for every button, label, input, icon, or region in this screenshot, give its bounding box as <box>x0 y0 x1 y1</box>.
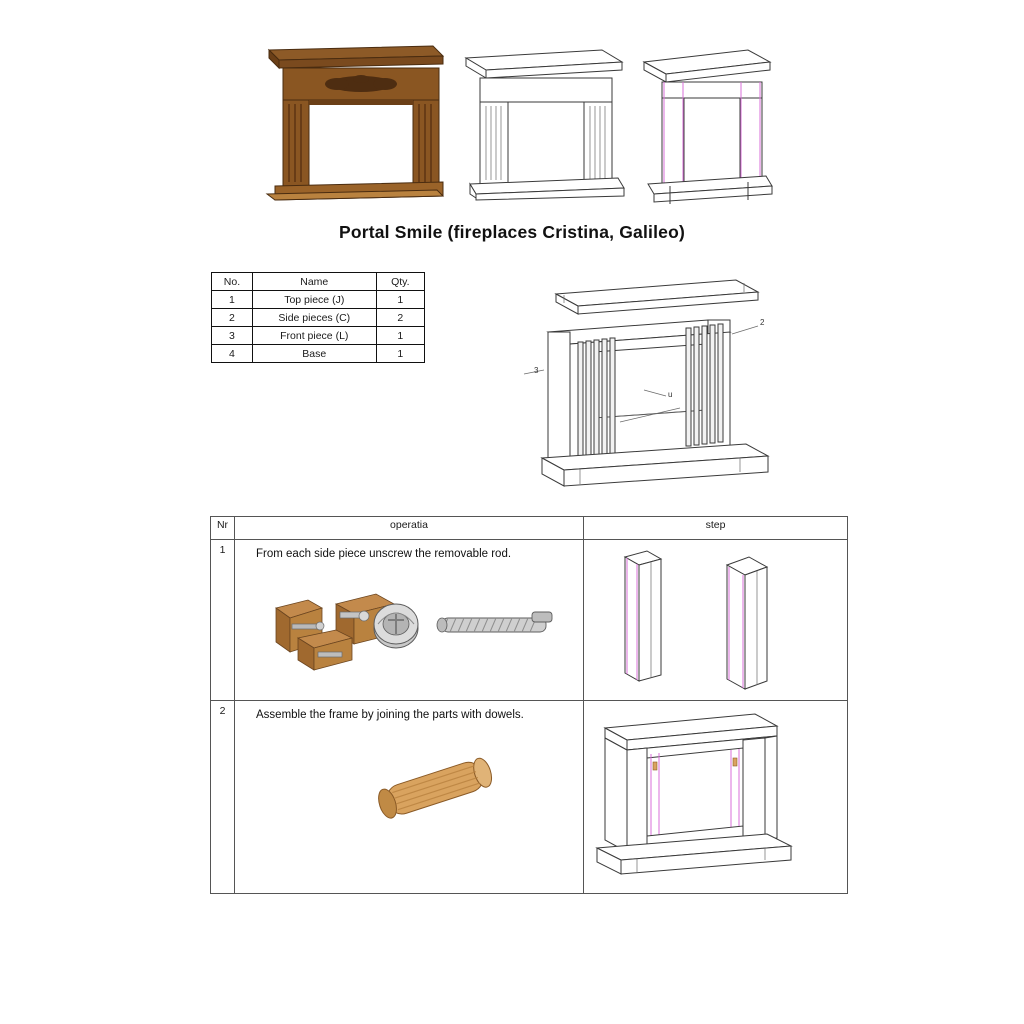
wooden-dowel-figure <box>236 721 582 873</box>
step-number: 1 <box>211 540 235 701</box>
part-no: 3 <box>212 327 253 345</box>
steps-table <box>210 516 848 894</box>
wooden-fireplace-illustration <box>265 38 447 198</box>
step-operation-text: From each side piece unscrew the removable rod. <box>256 548 512 560</box>
fireplace-line-drawing-front <box>460 36 630 201</box>
step-row-1 <box>211 540 848 701</box>
hero-illustrations <box>255 28 775 208</box>
fireplace-line-drawing-sides-highlighted <box>640 36 775 201</box>
table-row <box>212 327 425 345</box>
step-number: 2 <box>211 701 235 894</box>
steps-header-step: step <box>584 517 848 540</box>
parts-header-no: No. <box>212 273 253 291</box>
steps-header-operation: operatia <box>235 517 584 540</box>
part-qty: 1 <box>376 291 424 309</box>
side-pieces-line-drawing <box>585 541 846 699</box>
part-name: Side pieces (C) <box>252 309 376 327</box>
assembled-frame-line-drawing <box>585 702 846 892</box>
step-figure-cell <box>584 701 848 894</box>
callout-u: u <box>668 390 673 399</box>
part-name: Top piece (J) <box>252 291 376 309</box>
step-figure-cell <box>584 540 848 701</box>
table-row <box>212 291 425 309</box>
callout-3: 3 <box>534 366 539 375</box>
parts-header-name: Name <box>252 273 376 291</box>
step-operation-cell <box>235 540 584 701</box>
steps-header-row <box>211 517 848 540</box>
part-no: 4 <box>212 345 253 363</box>
part-name: Base <box>252 345 376 363</box>
part-qty: 2 <box>376 309 424 327</box>
cam-lock-dowel-screw-parts-figure <box>236 560 582 682</box>
part-no: 2 <box>212 309 253 327</box>
step-operation-cell <box>235 701 584 894</box>
step-row-2 <box>211 701 848 894</box>
page-title: Portal Smile (fireplaces Cristina, Galileo) <box>338 222 686 242</box>
part-qty: 1 <box>376 345 424 363</box>
parts-table <box>211 272 425 363</box>
table-row <box>212 345 425 363</box>
exploded-assembly-diagram <box>520 262 810 502</box>
parts-header-qty: Qty. <box>376 273 424 291</box>
part-no: 1 <box>212 291 253 309</box>
part-qty: 1 <box>376 327 424 345</box>
table-row <box>212 309 425 327</box>
part-name: Front piece (L) <box>252 327 376 345</box>
callout-2: 2 <box>760 318 765 327</box>
steps-header-nr: Nr <box>211 517 235 540</box>
table-header-row <box>212 273 425 291</box>
step-operation-text: Assemble the frame by joining the parts with dowels. <box>256 709 524 721</box>
